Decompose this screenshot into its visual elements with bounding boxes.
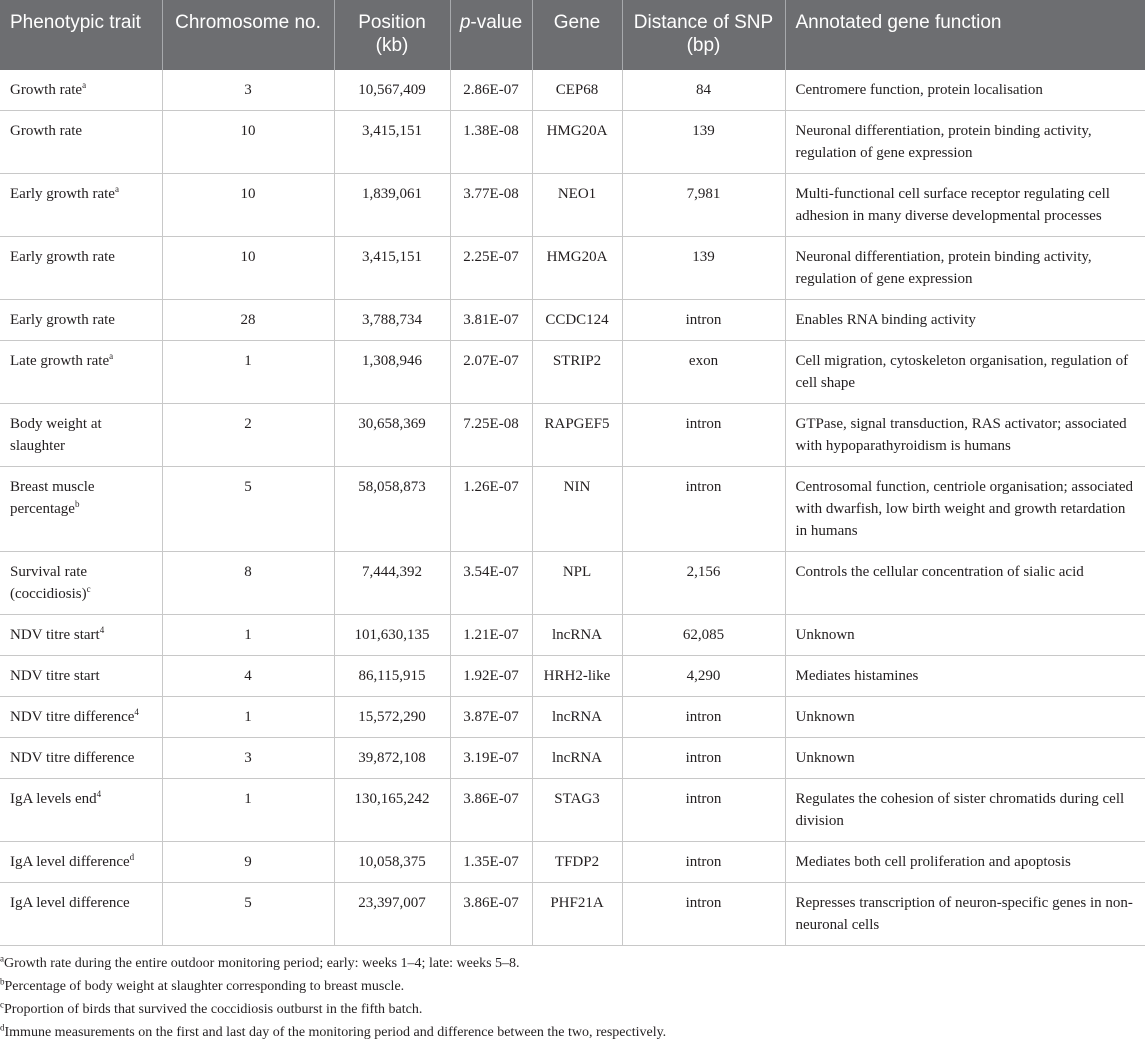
cell-position — [334, 656, 450, 697]
cell-gene — [532, 615, 622, 656]
cell-gene — [532, 300, 622, 341]
cell-chromosome — [162, 111, 334, 174]
table-row — [0, 174, 1145, 237]
cell-distance — [622, 738, 785, 779]
cell-distance — [622, 656, 785, 697]
cell-gene-text: NEO1 — [557, 186, 597, 202]
cell-function-text: Unknown — [795, 750, 855, 766]
cell-gene — [532, 70, 622, 111]
table-row — [0, 237, 1145, 300]
cell-function — [785, 552, 1145, 615]
cell-function-text: Centrosomal function, centriole organisation; associated with dwarfish, low birth weight and growth retardation in humans — [795, 479, 1134, 539]
footnote-line — [0, 975, 1145, 998]
cell-trait-text: Early growth rate — [10, 186, 115, 202]
cell-gene-text: STAG3 — [554, 791, 600, 807]
header-p-value — [450, 0, 532, 70]
cell-distance-text: 139 — [692, 123, 715, 139]
footnote-marker: a — [109, 351, 114, 361]
cell-chromosome-text: 1 — [244, 627, 252, 643]
cell-function-text: Enables RNA binding activity — [795, 312, 976, 328]
cell-trait-text: Early growth rate — [10, 249, 115, 265]
cell-trait-text: Early growth rate — [10, 312, 115, 328]
header-p-suffix: -value — [470, 12, 523, 33]
cell-trait-text: Growth rate — [10, 82, 83, 98]
footnote-text: Percentage of body weight at slaughter corresponding to breast muscle. — [4, 979, 405, 994]
footnote-line — [0, 952, 1145, 975]
cell-position — [334, 70, 450, 111]
cell-position-text: 130,165,242 — [354, 791, 430, 807]
cell-distance — [622, 883, 785, 946]
cell-function — [785, 404, 1145, 467]
footnote-marker: c — [86, 584, 91, 594]
header-function: Annotated gene function — [785, 0, 1145, 70]
cell-trait — [0, 552, 162, 615]
cell-position-text: 1,839,061 — [362, 186, 422, 202]
cell-p-value-text: 3.19E-07 — [463, 750, 519, 766]
table-header — [0, 0, 1145, 70]
cell-p-value-text: 1.38E-08 — [463, 123, 519, 139]
cell-gene-text: NPL — [562, 564, 592, 580]
cell-distance-text: 139 — [692, 249, 715, 265]
cell-p-value — [450, 697, 532, 738]
cell-distance — [622, 404, 785, 467]
cell-distance-text: intron — [685, 312, 722, 328]
cell-p-value — [450, 779, 532, 842]
cell-position-text: 58,058,873 — [358, 479, 426, 495]
cell-p-value — [450, 656, 532, 697]
cell-p-value-text: 2.86E-07 — [463, 82, 519, 98]
cell-p-value — [450, 842, 532, 883]
cell-gene — [532, 779, 622, 842]
cell-trait-text: NDV titre start — [10, 668, 100, 684]
cell-p-value — [450, 615, 532, 656]
cell-distance — [622, 70, 785, 111]
cell-trait — [0, 779, 162, 842]
cell-chromosome-text: 1 — [244, 709, 252, 725]
cell-gene — [532, 467, 622, 552]
header-chromosome: Chromosome no. — [162, 0, 334, 70]
cell-p-value — [450, 300, 532, 341]
cell-chromosome-text: 4 — [244, 668, 252, 684]
cell-function — [785, 341, 1145, 404]
cell-distance-text: 4,290 — [686, 668, 721, 684]
footnote-text: Growth rate during the entire outdoor monitoring period; early: weeks 1–4; late: weeks 5–8. — [4, 956, 520, 971]
cell-gene — [532, 842, 622, 883]
cell-function — [785, 300, 1145, 341]
footnote-text: Proportion of birds that survived the coccidiosis outburst in the fifth batch. — [4, 1002, 423, 1017]
cell-position-text: 39,872,108 — [358, 750, 426, 766]
cell-p-value-text: 1.92E-07 — [463, 668, 519, 684]
cell-position — [334, 467, 450, 552]
cell-p-value — [450, 467, 532, 552]
cell-function — [785, 779, 1145, 842]
cell-trait-text: Body weight at slaughter — [10, 416, 102, 454]
cell-chromosome — [162, 615, 334, 656]
cell-function-text: Regulates the cohesion of sister chromatids during cell division — [795, 791, 1125, 829]
cell-function — [785, 467, 1145, 552]
cell-gene-text: RAPGEF5 — [544, 416, 610, 432]
cell-position — [334, 341, 450, 404]
cell-function-text: Multi-functional cell surface receptor regulating cell adhesion in many diverse developmental processes — [795, 186, 1110, 224]
cell-chromosome-text: 10 — [240, 249, 256, 265]
cell-trait — [0, 111, 162, 174]
cell-p-value-text: 7.25E-08 — [463, 416, 519, 432]
footnote-marker: a — [82, 80, 87, 90]
cell-p-value-text: 3.86E-07 — [463, 791, 519, 807]
header-position: Position (kb) — [334, 0, 450, 70]
cell-chromosome — [162, 779, 334, 842]
cell-distance-text: 62,085 — [682, 627, 725, 643]
cell-distance — [622, 552, 785, 615]
cell-p-value-text: 1.35E-07 — [463, 854, 519, 870]
cell-gene — [532, 552, 622, 615]
footnote-line — [0, 998, 1145, 1021]
footnotes — [0, 946, 1145, 1044]
cell-p-value — [450, 552, 532, 615]
cell-trait — [0, 341, 162, 404]
cell-distance-text: 7,981 — [686, 186, 721, 202]
cell-trait-text: Growth rate — [10, 123, 83, 139]
cell-gene — [532, 111, 622, 174]
cell-gene — [532, 738, 622, 779]
cell-trait — [0, 615, 162, 656]
cell-distance-text: 84 — [696, 82, 711, 98]
footnote-marker: d — [129, 852, 135, 862]
cell-function — [785, 738, 1145, 779]
cell-position — [334, 552, 450, 615]
footnote-marker: 4 — [134, 707, 139, 717]
cell-gene — [532, 656, 622, 697]
cell-gene-text: STRIP2 — [552, 353, 602, 369]
cell-chromosome-text: 2 — [244, 416, 252, 432]
cell-position — [334, 697, 450, 738]
cell-position — [334, 237, 450, 300]
cell-function-text: Mediates both cell proliferation and apoptosis — [795, 854, 1071, 870]
cell-chromosome-text: 1 — [244, 353, 252, 369]
table-row — [0, 615, 1145, 656]
cell-chromosome — [162, 552, 334, 615]
table-row — [0, 842, 1145, 883]
cell-distance-text: intron — [685, 750, 722, 766]
cell-distance — [622, 111, 785, 174]
cell-p-value-text: 3.54E-07 — [463, 564, 519, 580]
cell-trait — [0, 70, 162, 111]
table-row — [0, 883, 1145, 946]
cell-position — [334, 842, 450, 883]
cell-p-value — [450, 883, 532, 946]
table-row — [0, 738, 1145, 779]
cell-p-value-text: 3.81E-07 — [463, 312, 519, 328]
cell-trait — [0, 404, 162, 467]
cell-position-text: 10,058,375 — [358, 854, 426, 870]
cell-p-value — [450, 174, 532, 237]
cell-position-text: 3,415,151 — [362, 123, 422, 139]
cell-distance-text: intron — [685, 854, 722, 870]
cell-trait-text: IgA levels end — [10, 791, 97, 807]
cell-p-value — [450, 738, 532, 779]
cell-position-text: 15,572,290 — [358, 709, 426, 725]
cell-chromosome — [162, 697, 334, 738]
cell-position-text: 86,115,915 — [358, 668, 426, 684]
cell-chromosome-text: 10 — [240, 123, 256, 139]
cell-chromosome — [162, 300, 334, 341]
cell-trait-text: Survival rate (coccidiosis) — [10, 564, 88, 602]
cell-trait — [0, 738, 162, 779]
cell-distance-text: exon — [688, 353, 719, 369]
cell-trait — [0, 300, 162, 341]
footnote-marker: 4 — [96, 789, 102, 799]
cell-chromosome — [162, 467, 334, 552]
cell-trait-text: NDV titre difference — [10, 750, 135, 766]
cell-gene-text: CCDC124 — [545, 312, 609, 328]
cell-distance-text: 2,156 — [686, 564, 721, 580]
footnote-mark: a — [0, 953, 4, 964]
cell-trait — [0, 656, 162, 697]
cell-position — [334, 111, 450, 174]
cell-trait-text: Breast muscle percentage — [10, 479, 95, 517]
cell-chromosome — [162, 174, 334, 237]
cell-chromosome — [162, 404, 334, 467]
table-row — [0, 300, 1145, 341]
cell-position-text: 1,308,946 — [362, 353, 422, 369]
cell-distance — [622, 697, 785, 738]
cell-position — [334, 404, 450, 467]
cell-trait-text: IgA level difference — [10, 895, 130, 911]
cell-gene — [532, 883, 622, 946]
cell-chromosome-text: 3 — [244, 750, 252, 766]
cell-gene-text: CEP68 — [555, 82, 599, 98]
cell-gene-text: lncRNA — [552, 627, 602, 643]
cell-chromosome-text: 28 — [240, 312, 256, 328]
cell-chromosome-text: 5 — [244, 895, 252, 911]
cell-distance — [622, 842, 785, 883]
footnote-text: Immune measurements on the first and last day of the monitoring period and difference between the two, respectively. — [4, 1025, 667, 1040]
cell-position — [334, 779, 450, 842]
cell-function — [785, 656, 1145, 697]
cell-position-text: 3,415,151 — [362, 249, 422, 265]
cell-chromosome — [162, 883, 334, 946]
cell-gene-text: PHF21A — [550, 895, 604, 911]
cell-function — [785, 842, 1145, 883]
cell-position-text: 7,444,392 — [362, 564, 422, 580]
footnote-marker: b — [74, 499, 80, 509]
cell-function — [785, 237, 1145, 300]
cell-position-text: 10,567,409 — [358, 82, 426, 98]
cell-distance — [622, 237, 785, 300]
cell-function-text: Neuronal differentiation, protein binding activity, regulation of gene expression — [795, 249, 1092, 287]
cell-trait-text: IgA level difference — [10, 854, 130, 870]
cell-chromosome — [162, 738, 334, 779]
cell-position-text: 3,788,734 — [362, 312, 422, 328]
table-row — [0, 111, 1145, 174]
cell-position — [334, 615, 450, 656]
cell-p-value-text: 1.21E-07 — [463, 627, 519, 643]
footnote-mark: b — [0, 976, 5, 987]
cell-distance — [622, 779, 785, 842]
cell-position — [334, 738, 450, 779]
cell-function-text: Controls the cellular concentration of sialic acid — [795, 564, 1084, 580]
cell-function — [785, 883, 1145, 946]
cell-trait — [0, 237, 162, 300]
footnote-marker: 4 — [99, 625, 105, 635]
header-gene: Gene — [532, 0, 622, 70]
header-trait: Phenotypic trait — [0, 0, 162, 70]
cell-p-value-text: 2.25E-07 — [463, 249, 519, 265]
cell-function-text: Neuronal differentiation, protein binding activity, regulation of gene expression — [795, 123, 1092, 161]
table-row — [0, 70, 1145, 111]
table-row — [0, 404, 1145, 467]
table-row — [0, 341, 1145, 404]
footnote-line — [0, 1021, 1145, 1044]
cell-function-text: GTPase, signal transduction, RAS activator; associated with hypoparathyroidism is humans — [795, 416, 1127, 454]
cell-chromosome-text: 3 — [244, 82, 252, 98]
cell-gene-text: NIN — [563, 479, 591, 495]
cell-gene-text: TFDP2 — [554, 854, 600, 870]
cell-p-value-text: 3.87E-07 — [463, 709, 519, 725]
cell-function — [785, 174, 1145, 237]
cell-distance — [622, 615, 785, 656]
cell-position — [334, 300, 450, 341]
table-row — [0, 467, 1145, 552]
cell-function — [785, 111, 1145, 174]
cell-trait — [0, 174, 162, 237]
cell-gene-text: lncRNA — [552, 750, 602, 766]
footnote-mark: d — [0, 1022, 5, 1033]
cell-distance — [622, 300, 785, 341]
cell-trait — [0, 467, 162, 552]
cell-trait-text: NDV titre difference — [10, 709, 135, 725]
footnote-mark: c — [0, 999, 4, 1010]
cell-function-text: Unknown — [795, 709, 855, 725]
cell-distance-text: intron — [685, 791, 722, 807]
cell-p-value — [450, 70, 532, 111]
cell-distance — [622, 341, 785, 404]
cell-p-value-text: 3.77E-08 — [463, 186, 519, 202]
cell-function — [785, 70, 1145, 111]
cell-position-text: 23,397,007 — [358, 895, 426, 911]
cell-p-value-text: 2.07E-07 — [463, 353, 519, 369]
cell-gene — [532, 237, 622, 300]
cell-distance-text: intron — [685, 895, 722, 911]
cell-trait — [0, 842, 162, 883]
cell-chromosome-text: 9 — [244, 854, 252, 870]
cell-gene — [532, 404, 622, 467]
cell-function — [785, 615, 1145, 656]
cell-chromosome — [162, 341, 334, 404]
cell-function-text: Centromere function, protein localisation — [795, 82, 1043, 98]
cell-chromosome-text: 10 — [240, 186, 256, 202]
cell-function-text: Cell migration, cytoskeleton organisation, regulation of cell shape — [795, 353, 1129, 391]
cell-function-text: Represses transcription of neuron-specific genes in non-neuronal cells — [795, 895, 1133, 933]
cell-gene — [532, 174, 622, 237]
cell-p-value — [450, 237, 532, 300]
cell-chromosome — [162, 237, 334, 300]
cell-distance — [622, 467, 785, 552]
footnote-marker: a — [114, 184, 119, 194]
cell-chromosome — [162, 656, 334, 697]
cell-distance-text: intron — [685, 479, 722, 495]
table-body — [0, 70, 1145, 946]
cell-trait — [0, 883, 162, 946]
cell-position-text: 101,630,135 — [354, 627, 430, 643]
cell-p-value-text: 1.26E-07 — [463, 479, 519, 495]
cell-trait-text: NDV titre start — [10, 627, 100, 643]
cell-gene — [532, 341, 622, 404]
cell-position — [334, 174, 450, 237]
cell-gene-text: lncRNA — [552, 709, 602, 725]
cell-function-text: Mediates histamines — [795, 668, 919, 684]
cell-p-value-text: 3.86E-07 — [463, 895, 519, 911]
cell-gene — [532, 697, 622, 738]
cell-function-text: Unknown — [795, 627, 855, 643]
cell-p-value — [450, 404, 532, 467]
table-row — [0, 697, 1145, 738]
cell-chromosome-text: 1 — [244, 791, 252, 807]
header-distance: Distance of SNP (bp) — [622, 0, 785, 70]
table-row — [0, 656, 1145, 697]
cell-position-text: 30,658,369 — [358, 416, 426, 432]
cell-distance-text: intron — [685, 709, 722, 725]
cell-gene-text: HMG20A — [546, 249, 608, 265]
header-p-italic: p — [459, 12, 471, 33]
cell-distance — [622, 174, 785, 237]
cell-distance-text: intron — [685, 416, 722, 432]
cell-chromosome-text: 8 — [244, 564, 252, 580]
table-row — [0, 552, 1145, 615]
cell-gene-text: HRH2-like — [543, 668, 611, 684]
cell-chromosome — [162, 70, 334, 111]
cell-chromosome — [162, 842, 334, 883]
cell-trait — [0, 697, 162, 738]
cell-chromosome-text: 5 — [244, 479, 252, 495]
cell-position — [334, 883, 450, 946]
cell-p-value — [450, 111, 532, 174]
table-row — [0, 779, 1145, 842]
cell-function — [785, 697, 1145, 738]
cell-trait-text: Late growth rate — [10, 353, 110, 369]
cell-p-value — [450, 341, 532, 404]
cell-gene-text: HMG20A — [546, 123, 608, 139]
